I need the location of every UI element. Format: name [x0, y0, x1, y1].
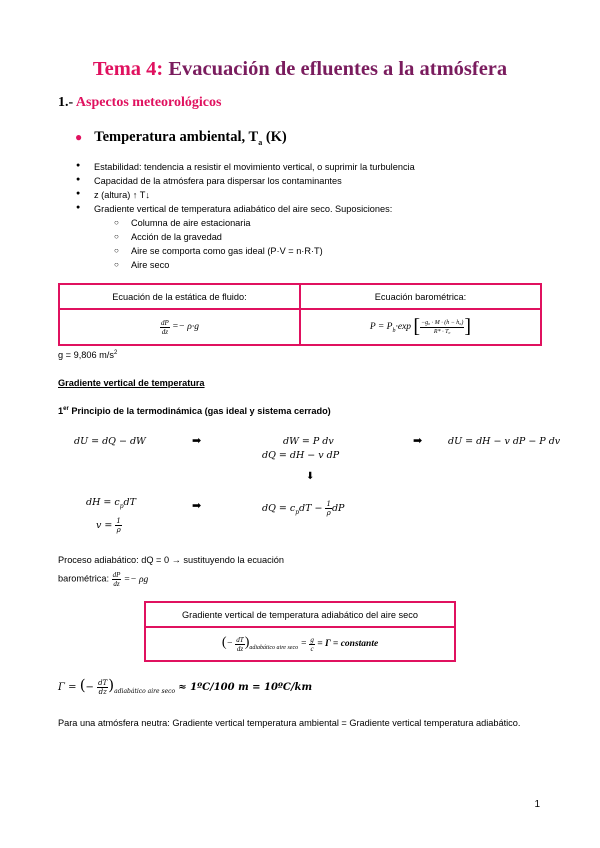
equation-dq-cp: dQ = $c_pdT$ − $\frac{1}{\rho}$ dP [262, 500, 345, 517]
sub-list-item: ○ Columna de aire estacionaria [131, 218, 251, 228]
section-label: Aspectos meteorológicos [75, 95, 222, 110]
fluid-statics-equation: $\frac{dP}{dz}$ =− ρ·g [59, 309, 300, 345]
list-item: ● Estabilidad: tendencia a resistir el movimiento vertical, o suprimir la turbulencia [94, 162, 415, 172]
equation-dh: dH = $c_pdT$ [86, 497, 136, 510]
equation-du: dU = dQ − dW [74, 436, 146, 447]
table-header-right: Ecuación barométrica: [300, 284, 541, 309]
sub-list-item: ○ Aire se comporta como gas ideal (P·V = n·R·T) [131, 246, 323, 256]
table-header-left: Ecuación de la estática de fluido: [59, 284, 300, 309]
adiabatic-text-2: barométrica: $\frac{dP}{dz}$ =− ρg [58, 571, 149, 588]
sub-list-item: ○ Acción de la gravedad [131, 232, 222, 242]
gradient-heading: Gradiente vertical de temperatura [58, 378, 205, 388]
gravity-value: g = 9,806 $m/s^2$ [58, 350, 118, 361]
title-prefix: Tema 4: [92, 58, 164, 80]
adiabatic-text: Proceso adiabático: dQ = 0 → sustituyendo la ecuación [58, 555, 284, 565]
equation-dw: dW = P dv [283, 436, 334, 447]
right-arrow-icon: ➡ [413, 435, 423, 447]
right-arrow-icon: ➡ [192, 435, 202, 447]
page-title [0, 58, 600, 81]
down-arrow-icon: ⬇ [306, 471, 315, 482]
subheading: ● Temperatura ambiental, $T_a$ (K) [75, 129, 287, 147]
right-arrow-icon: ➡ [192, 500, 202, 512]
list-item: ● Capacidad de la atmósfera para dispersar los contaminantes [94, 176, 342, 186]
list-item: ● z (altura) ↑ T↓ [94, 190, 150, 200]
list-item: ● Gradiente vertical de temperatura adiabático del aire seco. Suposiciones: [94, 204, 392, 214]
equation-v: v = $\frac{1}{\rho}$ [96, 517, 121, 534]
gamma-equation: Γ = (− $\frac{dT}{dz}$ )$_{adiabático aire seco}$ ≈ 1ºC/100 m = 10ºC/km [58, 676, 313, 696]
section-number: 1.- [58, 95, 74, 110]
section-heading [58, 95, 221, 111]
adiabatic-gradient-equation: (− $\frac{dT}{dz}$ )$_{adiabático aire seco}$ = $\frac{g}{c}$ = Γ = constante [145, 627, 455, 661]
equation-dq: dQ = dH − v dP [262, 450, 340, 461]
neutral-atmosphere-text: Para una atmósfera neutra: Gradiente vertical temperatura ambiental = Gradiente vertical temperatura adiabático. [58, 718, 521, 728]
table-header: Gradiente vertical de temperatura adiabático del aire seco [145, 602, 455, 627]
page-number: 1 [534, 799, 540, 810]
sub-list-item: ○ Aire seco [131, 260, 169, 270]
equations-table [58, 283, 542, 346]
principle-heading: 1er Principio de la termodinámica (gas ideal y sistema cerrado) [58, 406, 331, 417]
title-text: Evacuación de efluentes a la atmósfera [168, 58, 508, 80]
equation-du-result: dU = dH − v dP − P dv [448, 436, 561, 447]
adiabatic-gradient-table [144, 601, 456, 662]
barometric-equation: $P = P_b\cdot\exp$ [ $\frac{\text{−g₀ · M · (h − h₀)}}{\text{R* · T₀}}$ ] [300, 309, 541, 345]
bullet-icon: ● [75, 130, 83, 144]
